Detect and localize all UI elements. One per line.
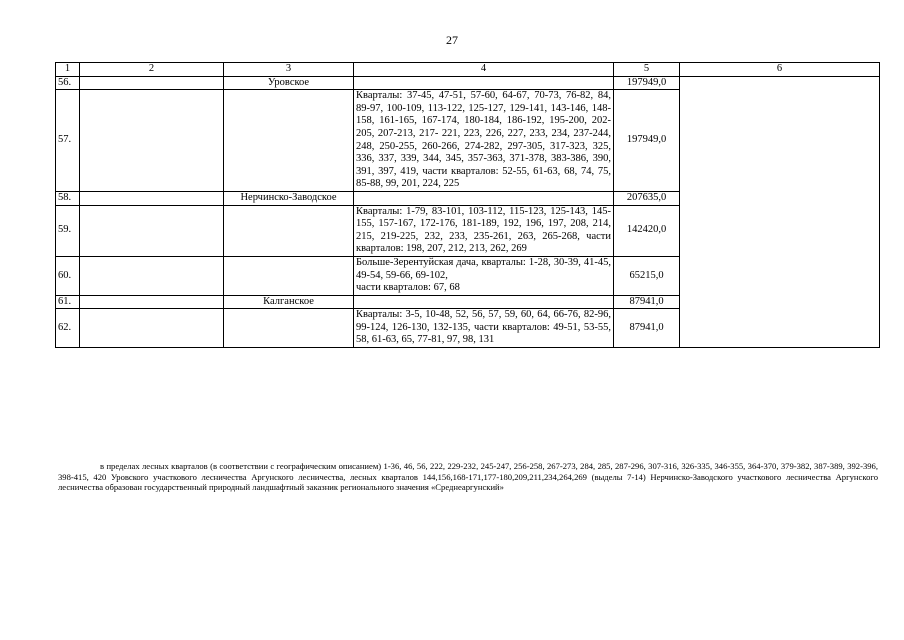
row-description: Кварталы: 37-45, 47-51, 57-60, 64-67, 70-73, 76-82, 84, 89-97, 100-109, 113-122, 125-127, 129-141, 143-146, 148-158, 161-165, 167-174, 180-184, 186-192, 195-200, 202-205, 207-213, 217- 221, 223, 226, 227, 233, 234, 237-244, 248, 250-255, 260-266, 274-282, 297-305, 317-323, 325, 336, 337, 339, 344, 345, 357-363, 371-378, 383-386, 390, 391, 397, 419, части кварталов: 52-55, 61-63, 68, 74, 75, 85-88, 99, 201, 224, 225: [354, 90, 614, 192]
row-area: 87941,0: [614, 295, 680, 309]
column6-cell: [680, 76, 880, 347]
row-description: [354, 76, 614, 90]
row-number: 58.: [56, 191, 80, 205]
row-forestry-name: Уровское: [224, 76, 354, 90]
row-area: 197949,0: [614, 76, 680, 90]
row-col2: [80, 309, 224, 348]
row-col2: [80, 191, 224, 205]
row-area: 197949,0: [614, 90, 680, 192]
row-forestry-name: [224, 309, 354, 348]
row-col2: [80, 76, 224, 90]
row-description: Кварталы: 3-5, 10-48, 52, 56, 57, 59, 60, 64, 66-76, 82-96, 99-124, 126-130, 132-135, части кварталов: 49-51, 53-55, 58, 61-63, 65, 77-81, 97, 98, 131: [354, 309, 614, 348]
header-cell: 6: [680, 63, 880, 77]
row-number: 59.: [56, 205, 80, 256]
row-number: 61.: [56, 295, 80, 309]
row-col2: [80, 90, 224, 192]
row-forestry-name: [224, 205, 354, 256]
row-area: 65215,0: [614, 256, 680, 295]
row-description: Больше-Зерентуйская дача, кварталы: 1-28, 30-39, 41-45, 49-54, 59-66, 69-102, части кварталов: 67, 68: [354, 256, 614, 295]
row-area: 87941,0: [614, 309, 680, 348]
row-forestry-name: [224, 90, 354, 192]
header-row: [56, 63, 880, 77]
row-description: Кварталы: 1-79, 83-101, 103-112, 115-123, 125-143, 145-155, 157-167, 172-176, 181-189, 192, 196, 197, 208, 214, 215, 219-225, 232, 233, 235-261, 263, 265-268, части кварталов: 198, 207, 212, 213, 262, 269: [354, 205, 614, 256]
row-forestry-name: Калганское: [224, 295, 354, 309]
row-col2: [80, 205, 224, 256]
header-cell: 3: [224, 63, 354, 77]
row-forestry-name: Нерчинско-Заводское: [224, 191, 354, 205]
page-number: 27: [446, 33, 458, 47]
footnote-text: в пределах лесных кварталов (в соответствии с географическим описанием) 1-36, 46, 56, 222, 229-232, 245-247, 256-258, 267-273, 284, 285, 287-296, 307-316, 326-335, 346-355, 364-370, 379-382, 387-389, 392-396, 398-415, 420 Уровского участкового лесничества Аргунского лесничества, лесных кварталов 144,156,168-171,177-180,209,211,234,264,269 (выделы 7-14) Нерчинско-Заводского участкового лесничества Аргунского лесничества образован государственный природный ландшафтный заказник регионального значения «Среднеаргунский»: [58, 461, 878, 493]
table-row: [56, 76, 880, 90]
row-description: [354, 295, 614, 309]
row-number: 56.: [56, 76, 80, 90]
row-number: 60.: [56, 256, 80, 295]
row-col2: [80, 295, 224, 309]
header-cell: 1: [56, 63, 80, 77]
forest-table: [55, 62, 880, 348]
header-cell: 5: [614, 63, 680, 77]
row-forestry-name: [224, 256, 354, 295]
row-col2: [80, 256, 224, 295]
row-number: 62.: [56, 309, 80, 348]
row-description: [354, 191, 614, 205]
row-area: 207635,0: [614, 191, 680, 205]
row-number: 57.: [56, 90, 80, 192]
header-cell: 2: [80, 63, 224, 77]
header-cell: 4: [354, 63, 614, 77]
row-area: 142420,0: [614, 205, 680, 256]
footnote: [58, 461, 878, 493]
